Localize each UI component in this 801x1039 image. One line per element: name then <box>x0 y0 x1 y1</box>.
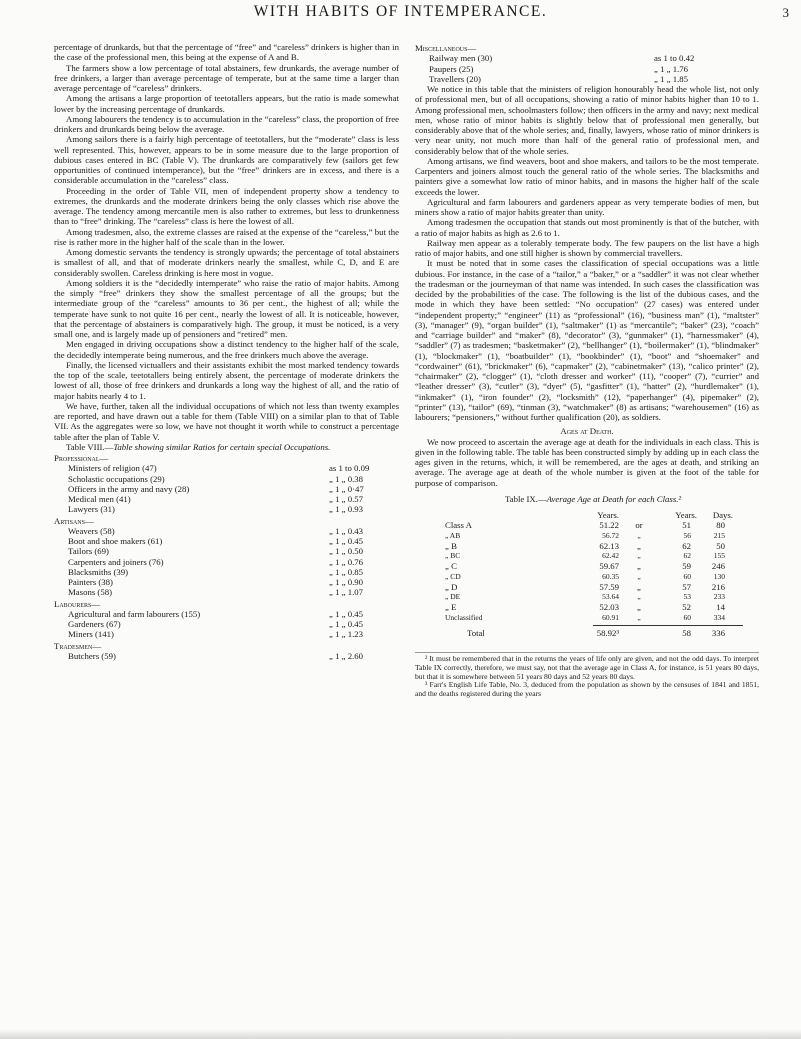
table9-d: 155 <box>713 551 725 560</box>
footnote: ² It must be remembered that in the returns the years of life only are given, and not the odd days. To interpret Table IX correctly, therefore, we must say, not that the average age in Class A, for instance, is 51 years 80 days, but that it is somewhere between 51 years 80 days and 52 years 80 days. <box>415 654 759 681</box>
table8-row-label: Boot and shoe makers (61) <box>68 536 163 546</box>
body-paragraph: Among artisans, we find weavers, boot and shoe makers, and tailors to be the most temperate. Carpenters and joiners almost touch the general ratio of the whole series. The blacksmiths and painters give a somewhat low ratio of minor habits, and in masons the higher half of the scale exceeds the lower. <box>415 155 759 197</box>
table8-row <box>54 629 399 639</box>
table8-row-value: „ 1 „ 0.43 <box>329 525 364 536</box>
table9-row <box>415 613 759 623</box>
misc-row-label: Railway men (30) <box>429 53 493 64</box>
table8-row-value: „ 1 „ 0.76 <box>329 556 364 567</box>
table8-row <box>54 463 399 473</box>
table9-row <box>415 541 759 551</box>
table9-class: „ DE <box>445 592 461 601</box>
table8-row-value: „ 1 „ 1.23 <box>329 629 364 640</box>
table8-row-label: Scholastic occupations (29) <box>68 473 165 484</box>
ages-heading: Ages at Death. <box>560 426 614 437</box>
table9-class: „ D <box>445 581 458 592</box>
table9-years: 59.67 <box>599 561 619 572</box>
table9-col-days: Days. <box>712 510 733 520</box>
table9-y: 59 <box>682 561 691 572</box>
table9-d: 80 <box>716 520 725 531</box>
page-bottom-edge <box>0 1029 801 1039</box>
misc-row-label: Travellers (20) <box>429 73 481 84</box>
body-paragraph: Agricultural and farm labourers and gardeners appear as very temperate bodies of men, but miners show a ratio of major habits greater than unity. <box>415 196 759 217</box>
table9-d: 130 <box>713 571 725 581</box>
table8-row <box>54 609 399 619</box>
table8-row-label: Gardeners (67) <box>68 619 121 629</box>
table8-row-value: „ 1 „ 0.45 <box>329 536 364 546</box>
table9-sep: „ <box>637 592 641 601</box>
table8-row-label: Painters (38) <box>68 577 113 587</box>
body-paragraph: It must be noted that in some cases the classification of special occupations was a little dubious. For instance, in the case of a “tailor,” a “baker,” or a “saddler” it was not clear whether the tradesman or the journeyman of that name was intended. In such cases the classification was decided by the probabilities of the case. The following is the list of the dubious cases, and the mode in which they have been settled: “No occupation” (27 cases) was entered under “independent property;” “engineer” (11) as “professional” (16), “business man” (1), “maltster” (3), “manager” (9), “organ builder” (1), “saltmaker” (1) as “mercantile”; “baker” (23), “coach” and “carriage builder” and “maker” (8), “decorator” (3), “gunmaker” (1), “harnessmaker” (4), “saddler” (7) as tradesmen; “basketmaker” (2), “bellhanger” (1), “boilermaker” (1), “blindmaker” (1), “blockmaker” (1), “boatbuilder” (1), “bookbinder” (1), “boot” and “shoemaker” and “cordwainer” (61), “brickmaker” (6), “capmaker” (2), “cabinetmaker” (13), “calico printer” (2), “chairmaker” (2), “clogger” (1), “cloth dresser and worker” (11), “cooper” (7), “currier” and “leather dresser” (3), “cutler” (3), “dyer” (5), “gasfitter” (1), “hatter” (2), “hurdlemaker” (1), “inkmaker” (1), “iron founder” (2), “locksmith” (12), “paperhanger” (4), pipemaker” (2), “printer” (13), “tailor” (69), “tinman (3), “watchmaker” (8) as artisans; “warehousemen” (16) as labourers; “pensioners,” without further qualification (20), as soldiers. <box>415 258 759 422</box>
table8-section-heading: Labourers— <box>54 598 101 609</box>
table8-row <box>54 577 399 587</box>
footnotes <box>415 652 759 699</box>
table9-col-years2: Years. <box>675 510 697 520</box>
table9-years: 51.22 <box>599 520 619 531</box>
body-paragraph: Men engaged in driving occupations show a distinct tendency to the higher half of the scale, the decidedly intemperate being numerous, and the free drinkers much above the average. <box>54 339 399 360</box>
table9-row <box>415 531 759 541</box>
table8-row-label: Miners (141) <box>68 629 114 640</box>
table9-d: 233 <box>713 592 725 601</box>
left-paragraphs <box>54 42 399 442</box>
body-paragraph: percentage of drunkards, but that the percentage of “free” and “careless” drinkers is higher than in the case of the professional men, this being at the expense of A and B. <box>54 42 399 63</box>
table9-y: 56 <box>683 530 691 540</box>
table8-row <box>54 557 399 567</box>
body-paragraph: Among the artisans a large proportion of teetotallers appears, but the ratio is made somewhat lower by the increasing percentage of drunkards. <box>54 93 399 114</box>
table9-class: „ CD <box>445 571 461 581</box>
body-paragraph: Among sailors there is a fairly high percentage of teetotallers, but the “moderate” class is less well represented. This, however, appears to be in some measure due to the large proportion of dubious cases entered in BC (Table V). The drunkards are comparatively few (sailors get few opportunities of continued intemperance), but the “free” drinkers are in excess, and there is a considerable accumulation in the “careless” class. <box>54 134 399 186</box>
table8-row-value: „ 1 „ 0.85 <box>329 566 364 577</box>
table8-row-value: „ 1 „ 2.60 <box>329 650 364 661</box>
table8-row-label: Lawyers (31) <box>68 504 115 515</box>
table9 <box>415 510 759 638</box>
table9-years: 60.35 <box>602 571 619 581</box>
table9-d: 50 <box>716 540 725 551</box>
table9-y: 62 <box>683 551 691 560</box>
table9-sep: „ <box>637 581 641 592</box>
table9-class: „ BC <box>445 551 461 560</box>
table8-row-label: Butchers (59) <box>68 650 116 661</box>
table9-y: 53 <box>683 592 691 601</box>
table8-row <box>54 651 399 661</box>
table8-row-label: Tailors (69) <box>68 546 109 557</box>
table8-row-value: as 1 to 0.09 <box>329 463 370 474</box>
table9-header <box>415 510 759 520</box>
table8-row-label: Masons (58) <box>68 587 112 598</box>
body-paragraph: Among tradesmen, also, the extreme classes are raised at the expense of the “careless,” but the rise is rather more in the higher half of the scale than in the lower. <box>54 226 399 247</box>
table9-row <box>415 520 759 530</box>
body-paragraph: Among tradesmen the occupation that stands out most prominently is that of the butcher, with a ratio of major habits as high as 2.6 to 1. <box>415 217 759 238</box>
table9-d: 216 <box>711 581 725 592</box>
table8-row <box>54 504 399 514</box>
table9-total-years: 58.92³ <box>596 627 619 638</box>
table9-years: 57.59 <box>599 581 619 592</box>
table9-sep: or <box>635 520 643 531</box>
table9-caption-title: Average Age at Death for each Class.² <box>546 493 682 504</box>
table9-y: 60 <box>683 571 691 581</box>
left-column <box>54 42 399 661</box>
table9-sep: „ <box>637 602 641 613</box>
table9-y: 57 <box>682 581 691 592</box>
misc-row-value: „ 1 „ 1.76 <box>654 63 689 74</box>
table9-d: 215 <box>713 530 725 540</box>
table9-y: 62 <box>682 540 691 551</box>
table9-caption-prefix: Table IX.— <box>504 493 547 504</box>
misc-table <box>415 53 759 84</box>
body-paragraph: Finally, the licensed victuallers and their assistants exhibit the most marked tendency towards the top of the scale, teetotallers being entirely absent, the percentage of moderate drinkers the lowest of all, those of free drinkers and drunkards a long way the highest of all, and the ratio of major habits nearly 4 to 1. <box>54 359 399 401</box>
table9-total-row <box>415 628 759 638</box>
table9-class: Class A <box>445 520 472 531</box>
table8-row <box>54 526 399 536</box>
body-paragraph: Among soldiers it is the “decidedly intemperate” who raise the ratio of major habits. Among the simply “free” drinkers they show the smallest percentage of all the groups; but the intermediate group of the “careless” amounts to 36 per cent., the highest of all; while the temperate have sunk to not quite 16 per cent., nearly the lowest of all. It is noticeable, however, that the percentage of abstainers is comparatively high. The group, it must be noticed, is a very small one, and is largely made up of pensioners and “retired” men. <box>54 277 399 339</box>
table9-row <box>415 572 759 582</box>
body-paragraph: Railway men appear as a tolerably temperate body. The few paupers on the list have a high ratio of major habits, and one still higher is shown by commercial travellers. <box>415 237 759 258</box>
table8-row-label: Weavers (58) <box>68 525 115 536</box>
table8-row-label: Ministers of religion (47) <box>68 463 157 474</box>
table9-col-years: Years. <box>597 510 619 520</box>
table8-caption <box>54 442 399 452</box>
table9-rows <box>415 520 759 623</box>
table8-row-value: „ 1 „ 0.90 <box>329 577 364 587</box>
body-paragraph: Among domestic servants the tendency is strongly upwards; the percentage of total abstainers is smallest of all, and that of moderate drinkers nearly the smallest, while C, D, and E are considerably swollen. Careless drinking is here most in vogue. <box>54 247 399 278</box>
table8-section-heading: Professional— <box>54 453 109 463</box>
table9-y: 52 <box>682 602 691 613</box>
misc-heading: Miscellaneous— <box>415 43 477 53</box>
table8-row-label: Medical men (41) <box>68 494 131 504</box>
body-paragraph: We notice in this table that the ministers of religion honourably head the whole list, not only of professional men, but of all occupations, showing a ratio of minor habits higher than 10 to 1. Among professional men, schoolmasters follow; then officers in the army and navy; next medical men, whose ratio of minor habits is slightly below that of professional men generally, but considerably above that of the whole series; and, finally, lawyers, whose ratio of minor drinkers is very near unity, not much more than half of the general ratio of professional men, and considerably below that of the whole series. <box>415 84 759 156</box>
table8-row-value: „ 1 „ 0.50 <box>329 546 364 557</box>
table9-sep: „ <box>637 612 641 622</box>
table8-row-label: Officers in the army and navy (28) <box>68 483 190 494</box>
table9-class: „ B <box>445 540 457 551</box>
body-paragraph: The farmers show a low percentage of total abstainers, few drunkards, the average number of free drinkers, a larger than average percentage of temperate, but at the same time a larger than average percentage of “careless” drinkers. <box>54 62 399 93</box>
table9-class: „ C <box>445 561 457 572</box>
misc-row-value: „ 1 „ 1.85 <box>654 73 689 84</box>
table9-years: 60.91 <box>602 612 619 622</box>
table8-caption-prefix: Table VIII.— <box>66 441 114 452</box>
table8-row <box>54 474 399 484</box>
misc-row-label: Paupers (25) <box>429 63 474 74</box>
table9-sep: „ <box>637 530 641 540</box>
table8-row <box>54 546 399 556</box>
table8-section-heading: Artisans— <box>54 515 94 526</box>
table8-row <box>54 494 399 504</box>
table9-sep: „ <box>637 540 641 551</box>
table9-years: 53.64 <box>602 592 619 601</box>
right-paragraphs <box>415 84 759 422</box>
body-paragraph: Among labourers the tendency is to accumulation in the “careless” class, the proportion of free drinkers and drunkards being below the average. <box>54 113 399 134</box>
table8-caption-title: Table showing similar Ratios for certain special Occupations. <box>113 441 331 452</box>
table8-row <box>54 536 399 546</box>
table9-row <box>415 561 759 571</box>
table9-d: 14 <box>716 602 725 613</box>
table9-years: 56.72 <box>602 530 619 540</box>
table9-y: 60 <box>683 612 691 622</box>
table9-row <box>415 551 759 561</box>
body-paragraph: Proceeding in the order of Table VII, men of independent property show a tendency to extremes, the drunkards and the moderate drinkers being the only classes which rise above the average. The tendency among mercantile men is also rather to extremes, but less to drunkenness than to “free” drinking. The “careless” class is here the lowest of all. <box>54 185 399 227</box>
page-number: 3 <box>782 5 789 20</box>
table8-row-label: Agricultural and farm labourers (155) <box>68 608 201 619</box>
table8-section-heading: Tradesmen— <box>54 640 102 651</box>
table9-sep: „ <box>637 561 641 572</box>
misc-row-value: as 1 to 0.42 <box>654 53 695 64</box>
footnote: ³ Farr's English Life Table, No. 3, deduced from the population as shown by the censuses of 1841 and 1851, and the deaths registered during the years <box>415 680 759 699</box>
table8-row <box>54 619 399 629</box>
table8-row-value: „ 1 „ 0.93 <box>329 504 364 515</box>
table8-row-value: „ 1 „ 0·47 <box>329 483 364 494</box>
table8-row-value: „ 1 „ 0.45 <box>329 608 364 619</box>
table9-years: 62.42 <box>602 551 619 560</box>
misc-row <box>415 53 759 63</box>
table9-total-d: 336 <box>711 627 725 638</box>
table9-class: „ E <box>445 602 457 613</box>
table9-row <box>415 602 759 612</box>
table9-y: 51 <box>682 520 691 531</box>
running-header: WITH HABITS OF INTEMPERANCE. <box>253 3 548 20</box>
table9-row <box>415 582 759 592</box>
table8-row <box>54 567 399 577</box>
table9-rule <box>593 625 743 626</box>
misc-row <box>415 74 759 84</box>
table9-total-label: Total <box>467 627 485 638</box>
table8 <box>54 453 399 661</box>
table9-class: „ AB <box>445 530 461 540</box>
table8-row <box>54 587 399 597</box>
table9-class: Unclassified <box>445 612 483 622</box>
table9-sep: „ <box>637 571 641 581</box>
table9-caption <box>415 494 759 504</box>
table8-row-value: „ 1 „ 0.38 <box>329 473 364 484</box>
table9-years: 62.13 <box>599 540 619 551</box>
table9-d: 246 <box>711 561 725 572</box>
table9-row <box>415 592 759 602</box>
right-column <box>415 42 759 699</box>
table8-row-label: Blacksmiths (39) <box>68 566 129 577</box>
table8-row-label: Carpenters and joiners (76) <box>68 556 164 567</box>
body-paragraph: We have, further, taken all the individual occupations of which not less than twenty examples are reported, and have drawn out a table for them (Table VIII) on a similar plan to that of Table VII. As the aggregates were so low, we have not thought it worth while to construct a percentage table after the plan of Table V. <box>54 400 399 442</box>
table8-row <box>54 484 399 494</box>
table8-row-value: „ 1 „ 1.07 <box>329 587 364 598</box>
table9-d: 334 <box>713 612 725 622</box>
table9-sep: „ <box>637 551 641 560</box>
table9-total-y: 58 <box>682 627 691 638</box>
ages-paragraph: We now proceed to ascertain the average age at death for the individuals in each class. This is given in the following table. The table has been constructed simply by adding up in each class the ages given in the returns, which, it will be remembered, are the ages at death, and striking an average. The average age at death of the whole number is given at the foot of the table for purpose of comparison. <box>415 436 759 488</box>
table8-row-value: „ 1 „ 0.45 <box>329 619 364 629</box>
table9-years: 52.03 <box>599 602 619 613</box>
misc-row <box>415 64 759 74</box>
table8-row-value: „ 1 „ 0.57 <box>329 494 364 504</box>
